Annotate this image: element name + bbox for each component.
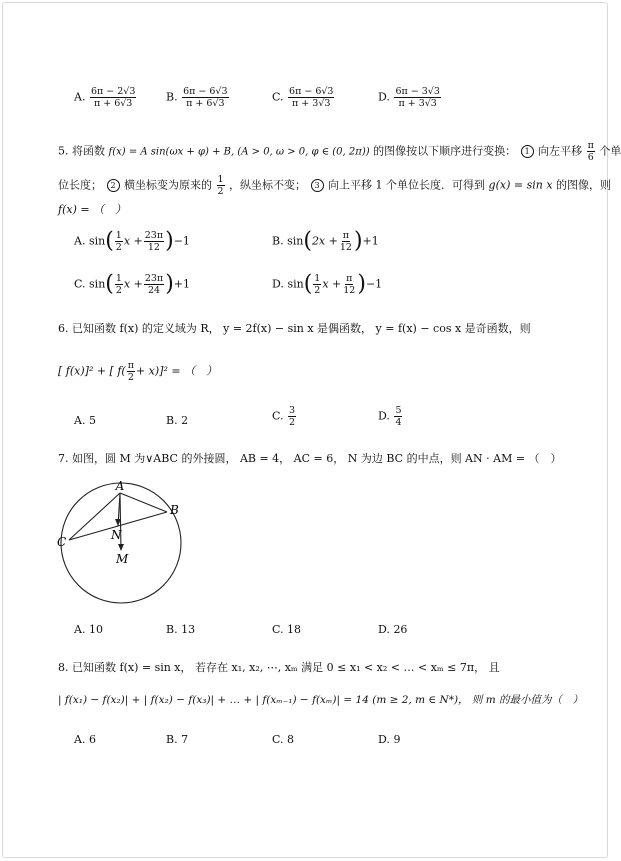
fraction: $\frac{1}{2}$ — [217, 174, 224, 197]
q5-option-a[interactable]: A. sin( $\frac{1}{2}$ x + $\frac{23\pi}{12}$ )−1 — [74, 228, 190, 254]
option-letter: C. — [272, 90, 284, 104]
option-letter: B. — [166, 90, 178, 104]
q5-stem-line3: f(x) = （ ） — [58, 203, 127, 216]
option-letter: B. — [166, 733, 178, 746]
segment-ab — [120, 493, 167, 512]
q5-option-c[interactable]: C. sin( $\frac{1}{2}$ x + $\frac{23\pi}{24}$ )+1 — [74, 271, 190, 297]
fraction: $\frac{23\pi}{12}$ — [144, 230, 164, 253]
q6-option-d[interactable] — [378, 405, 403, 428]
option-letter: D. — [378, 90, 390, 104]
label-b: B — [170, 503, 179, 517]
option-letter: A. — [74, 733, 86, 746]
option-letter: B. — [166, 623, 178, 636]
q7-stem: 7. 如图，圆 M 为∨ABC 的外接圆， AB = 4， AC = 6， N 为边 BC 的中点，则 AN · AM = （ ） — [58, 452, 562, 465]
circled-number: 3 — [311, 179, 324, 192]
q4-option-d[interactable] — [378, 86, 442, 109]
option-letter: A. — [74, 414, 86, 427]
option-letter: D. — [378, 409, 390, 423]
fraction: $\frac{6\pi - 3√3}{\pi + 3√3}$ — [395, 86, 440, 109]
q4-option-b[interactable] — [166, 86, 230, 109]
label-c: C — [57, 535, 67, 549]
circled-number: 2 — [107, 179, 120, 192]
fraction: $\frac{6\pi - 2√3}{\pi + 6√3}$ — [90, 86, 136, 109]
fraction: $\frac{1}{2}$ — [314, 273, 321, 296]
q6-option-b[interactable]: B. 2 — [166, 414, 189, 427]
q4-option-c[interactable] — [272, 86, 335, 109]
fraction: $\frac{1}{2}$ — [115, 273, 122, 296]
q5-option-b[interactable]: B. sin(2x + $\frac{\pi}{12}$ )+1 — [272, 228, 379, 254]
option-letter: A. — [74, 234, 86, 248]
q8-option-d[interactable]: D. 9 — [378, 733, 401, 746]
option-letter: C. — [272, 623, 284, 636]
fraction: $\frac{5}{4}$ — [395, 405, 402, 428]
q8-stem: 8. 已知函数 f(x) = sin x， 若存在 x₁, x₂, ⋯, xₘ 满足 0 ≤ x₁ < x₂ < … < xₘ ≤ 7π， 且 — [58, 661, 500, 674]
label-m: M — [116, 552, 129, 566]
fraction: $\frac{\pi}{2}$ — [127, 360, 134, 383]
fraction: $\frac{23\pi}{24}$ — [144, 273, 164, 296]
option-letter: C. — [272, 733, 284, 746]
option-letter: D. — [272, 277, 284, 291]
q7-option-c[interactable]: C. 18 — [272, 623, 302, 636]
fraction: $\frac{6\pi - 6√3}{\pi + 3√3}$ — [289, 86, 334, 109]
q8-option-b[interactable]: B. 7 — [166, 733, 189, 746]
q5-stem-line1: 5. 将函数 f(x) = A sin(ωx + φ) + B, (A > 0, ω > 0, φ ∈ (0, 2π)) 的图像按以下顺序进行变换： 1 向左平移 $\frac{\pi}{6}$ 个单 — [58, 140, 621, 163]
q6-stem: 6. 已知函数 f(x) 的定义域为 R， y = 2f(x) − sin x 是偶函数， y = f(x) − cos x 是奇函数，则 — [58, 322, 531, 335]
q8-option-a[interactable]: A. 6 — [74, 733, 96, 746]
fraction: $\frac{\pi}{12}$ — [339, 230, 352, 253]
fraction: $\frac{1}{2}$ — [115, 230, 122, 253]
circled-number: 1 — [521, 145, 534, 158]
fraction: $\frac{6\pi - 6√3}{\pi + 6√3}$ — [183, 86, 228, 109]
option-letter: D. — [378, 733, 390, 746]
fraction: $\frac{3}{2}$ — [289, 405, 296, 428]
q5-option-d[interactable]: D. sin( $\frac{1}{2}$ x + $\frac{\pi}{12}$ )−1 — [272, 271, 383, 297]
q8-option-c[interactable]: C. 8 — [272, 733, 295, 746]
option-letter: A. — [74, 90, 86, 104]
q6-option-c[interactable] — [272, 405, 297, 428]
q7-option-d[interactable]: D. 26 — [378, 623, 408, 636]
option-letter: B. — [166, 414, 178, 427]
q6-option-a[interactable]: A. 5 — [74, 414, 96, 427]
label-n: N — [111, 528, 122, 542]
option-letter: C. — [272, 409, 284, 423]
arrowhead-am — [118, 544, 124, 551]
page-frame — [2, 2, 608, 858]
q4-option-a[interactable] — [74, 86, 137, 109]
q7-option-a[interactable]: A. 10 — [74, 623, 103, 636]
option-letter: C. — [74, 277, 86, 291]
fraction: $\frac{\pi}{12}$ — [343, 273, 356, 296]
q5-stem-line2: 位长度； 2 横坐标变为原来的 $\frac{1}{2}$ ，纵坐标不变； 3 向上平移 1 个单位长度．可得到 g(x) = sin x 的图像，则 — [58, 174, 612, 197]
q6-expression: [ f(x)]² + [ f( $\frac{\pi}{2}$ + x)]² = （ ） — [58, 360, 218, 383]
label-a: A — [115, 479, 125, 493]
option-letter: D. — [378, 623, 390, 636]
q7-circle-figure — [54, 476, 204, 612]
option-letter: B. — [272, 234, 284, 248]
q7-option-b[interactable]: B. 13 — [166, 623, 196, 636]
option-letter: A. — [74, 623, 86, 636]
q8-equation-line: | f(x₁) − f(x₂)| + | f(x₂) − f(x₃)| + … + | f(xₘ₋₁) − f(xₘ)| = 14 (m ≥ 2, m ∈ N*)， 则 m 的最小值为（ ） — [58, 694, 584, 706]
fraction: $\frac{\pi}{6}$ — [587, 140, 594, 163]
